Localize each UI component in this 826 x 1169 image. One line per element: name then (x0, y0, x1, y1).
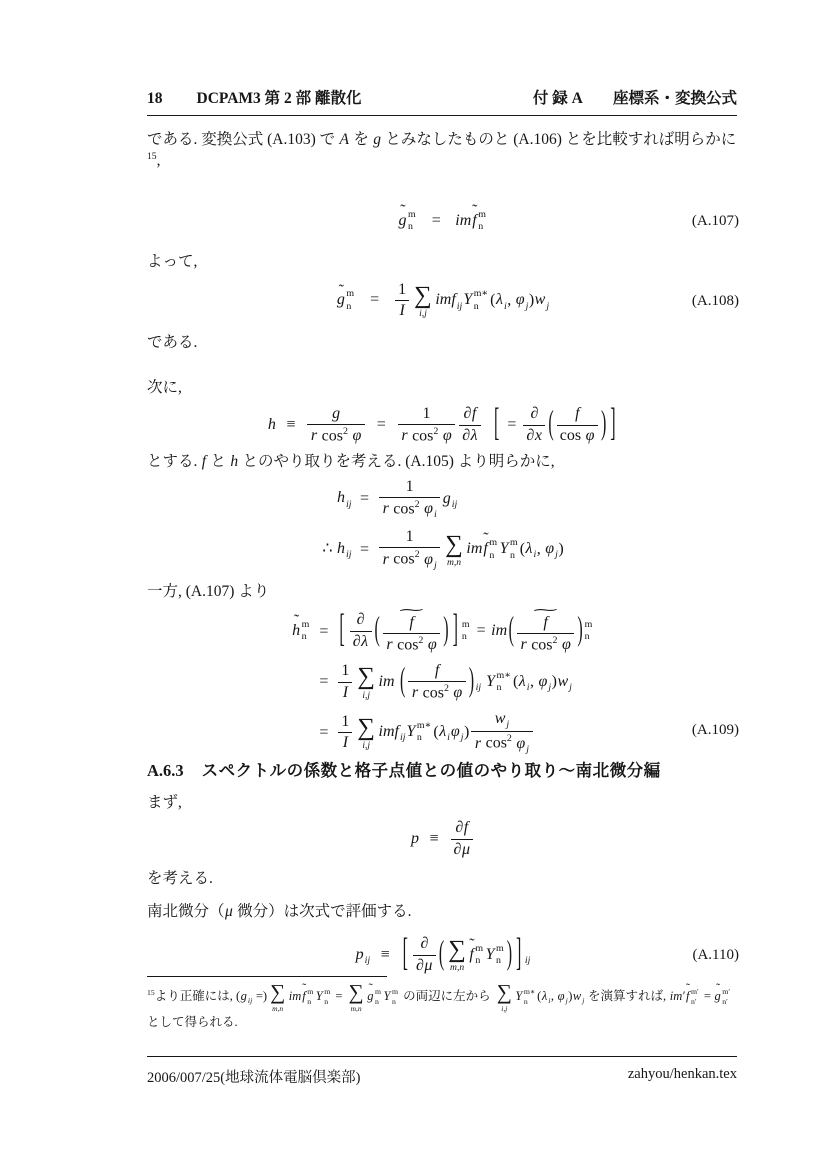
equation-a107 (147, 204, 739, 238)
hij-row1-rel: = (360, 490, 370, 508)
para-dearu: である. (147, 333, 198, 351)
equation-p-def-math: p ≡ $\frac{\partial f}{\partial\mu}$ (411, 819, 476, 859)
hij-row1-lhs: $h_{ij}$ (337, 489, 352, 510)
equation-hij-row1 (318, 476, 567, 523)
equation-a110-math: $p_{ij}$ ≡ [ ∂ ∂μ ( ∑ m,n f ˜ m n Y m n ) ] $_{ij}$ (355, 935, 531, 975)
equation-a108-math: g ˜ m n = $\frac{1}{I}$ ∑ i,j imf$_{ij}$Y m∗ n ($\lambda_i$, $\varphi_j)w_j$ (336, 281, 549, 321)
equation-a108 (147, 281, 739, 321)
main-content (147, 130, 739, 981)
page-header (147, 86, 737, 116)
equation-hij-row2 (318, 526, 567, 573)
para-nanboku: 南北微分（μ 微分）は次式で評価する. (147, 903, 412, 921)
equation-label-a107: (A.107) (691, 212, 739, 229)
para-yotte: よって, (147, 253, 198, 270)
equation-h-def (147, 405, 739, 446)
footnote-area (147, 976, 745, 1033)
equation-a107-math: g ˜ m n = imf ˜ m n (398, 209, 488, 234)
section-heading-a63 (147, 760, 739, 782)
para-tosuru: とする. f と h とのやり取りを考える. (A.105) より明らかに, (147, 452, 555, 470)
header-right-title: 付 録 A 座標系・変換公式 (532, 90, 737, 107)
para-intro: である. 変換公式 (A.103) で A を g とみなしたものと (A.106) とを比較すれば明らかに$^{15}$, (147, 131, 737, 170)
footer-left-credit: 2006/007/25(地球流体電脳倶楽部) (147, 1070, 361, 1086)
equation-p-def (147, 819, 739, 859)
a109-row3-rhs: $\frac{1}{I}$ ∑ i,j imf$_{ij}$Y m∗ n $(\lambda_i\varphi_j)$ $\frac{w_j}{r \cos^2 \varphi_j}$ (332, 708, 598, 758)
equation-label-a109: (A.109) (691, 721, 739, 738)
equation-a110 (147, 929, 739, 981)
a109-row3-rel: = (319, 723, 329, 741)
section-number: A.6.3 (147, 761, 184, 781)
equation-label-a110: (A.110) (692, 946, 739, 963)
a109-row1-lhs: h ˜ m n (288, 606, 316, 656)
header-left (147, 86, 362, 108)
a109-row1-rel: = (319, 622, 329, 640)
footnote-separator (147, 976, 387, 977)
hij-row1-rhs: $\frac{1}{r \cos^2 \varphi_i}$ $g_{ij}$ (373, 476, 568, 523)
hij-row2-rel: = (360, 540, 370, 558)
page-footer (147, 1056, 737, 1087)
para-kangaeru: を考える. (147, 870, 213, 888)
hij-row2-rhs: $\frac{1}{r \cos^2 \varphi_j}$ ∑ m,n imf ˜ m n Y m n ($\lambda_i$, $\varphi_j$) (373, 526, 568, 573)
para-mazu: まず, (147, 793, 182, 811)
equation-a109-row3 (288, 708, 599, 758)
equation-a109-row2 (288, 660, 599, 705)
a109-row2-rel: = (319, 673, 329, 691)
equation-a109-array (288, 603, 599, 760)
page-number: 18 (147, 90, 163, 107)
para-ippou: 一方, (A.107) より (147, 583, 270, 601)
header-left-title: DCPAM3 第 2 部 離散化 (196, 90, 362, 107)
footnote-15-text: $^{15}$より正確には, ($g_{ij}$ =) ∑ m,n imf ˜ m n Y m n = ∑ m,n g ˜ m n Y m n の両辺に左から ∑ i,j Y m∗ n ($\lambda_i$, $\varphi_j)w_j$ を演算すれば, im′f ˜ m′ n′ = g ˜ m′ n′ として得られる. (147, 982, 745, 1033)
hij-row2-lhs: ∴ $h_{ij}$ (322, 539, 352, 560)
footer-right-filename: zahyou/henkan.tex (627, 1066, 737, 1082)
a109-row1-rhs: [ ∂ ∂λ ( ∼ f r $\cos^2 \varphi$ ) ] m n = im( ∼ f r $\cos^2 \varphi$ ) m n (339, 603, 593, 654)
equation-hij-array (318, 473, 567, 577)
section-title: スペクトルの係数と格子点値との値のやり取り～南北微分編 (201, 762, 661, 781)
equation-label-a108: (A.108) (691, 292, 739, 309)
para-tsugini: 次に, (147, 378, 182, 396)
equation-a109 (147, 603, 739, 760)
a109-row2-rhs: $\frac{1}{I}$ ∑ i,j im ( $\frac{f}{r \cos^2 \varphi}$ ) $_{ij}$ Y m∗ n ($\lambda_i$, $\varphi_j)w_j$ (332, 660, 598, 705)
equation-a109-row1 (288, 606, 599, 656)
equation-h-def-math: h ≡ $\frac{g}{r \cos^2 \varphi}$ = $\frac{1}{r \cos^2 \varphi}$ $\frac{\partial f}{\partial\lambda}$ [ = ∂ ∂x ( $\frac{f}{\text{cos φ}}$ ) ] (267, 403, 616, 445)
